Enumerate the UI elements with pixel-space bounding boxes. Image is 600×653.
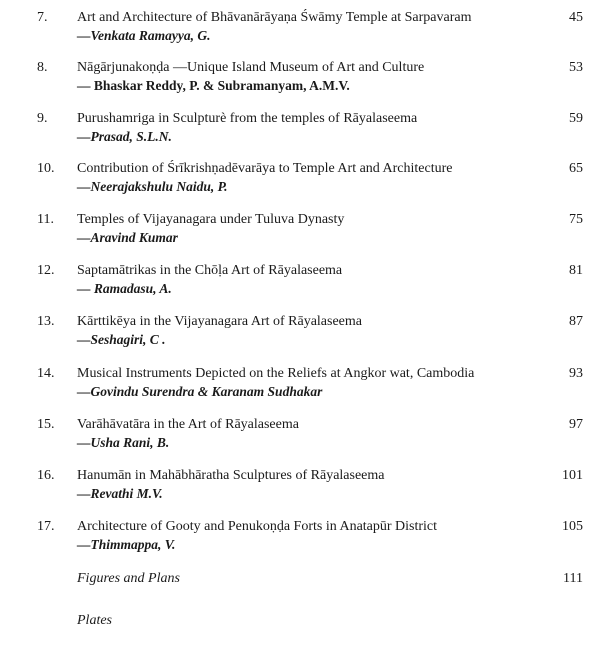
entry-page: 101 — [562, 468, 583, 483]
toc-entry — [0, 417, 600, 457]
entry-page: 81 — [569, 263, 583, 278]
entry-number: 17. — [37, 519, 55, 534]
entry-title: Saptamātrikas in the Chōḷa Art of Rāyalaseema — [77, 263, 343, 278]
entry-title: Architecture of Gooty and Penukoṇḍa Forts in Anatapūr District — [77, 519, 438, 534]
toc-entry — [0, 111, 600, 151]
entry-title: Kārttikēya in the Vijayanagara Art of Rāyalaseema — [77, 314, 363, 329]
entry-author: —Prasad, S.L.N. — [77, 129, 172, 144]
entry-title: Hanumān in Mahābhāratha Sculptures of Rāyalaseema — [77, 468, 385, 483]
entry-title: Contribution of Śrīkrishṇadēvarāya to Temple Art and Architecture — [77, 161, 453, 176]
entry-number: 9. — [37, 111, 48, 126]
entry-title: Art and Architecture of Bhāvanārāyaṇa Śwāmy Temple at Sarpavaram — [77, 10, 472, 25]
entry-number: 14. — [37, 366, 55, 381]
entry-page: 97 — [569, 417, 583, 432]
entry-number: 12. — [37, 263, 55, 278]
entry-author: —Neerajakshulu Naidu, P. — [77, 179, 228, 194]
entry-author: —Seshagiri, C . — [77, 332, 166, 347]
entry-title: Musical Instruments Depicted on the Reliefs at Angkor wat, Cambodia — [77, 366, 475, 381]
entry-title: Figures and Plans — [77, 571, 180, 586]
toc-entry — [0, 314, 600, 354]
entry-number: 15. — [37, 417, 55, 432]
entry-author: — Bhaskar Reddy, P. & Subramanyam, A.M.V. — [77, 78, 350, 93]
entry-title: Varāhāvatāra in the Art of Rāyalaseema — [77, 417, 299, 432]
entry-number: 16. — [37, 468, 55, 483]
entry-author: —Revathi M.V. — [77, 486, 163, 501]
toc-entry — [0, 519, 600, 559]
toc-entry — [0, 60, 600, 100]
entry-page: 75 — [569, 212, 583, 227]
entry-page: 53 — [569, 60, 583, 75]
entry-title: Nāgārjunakoṇḍa —Unique Island Museum of Art and Culture — [77, 60, 425, 75]
entry-number: 10. — [37, 161, 55, 176]
toc-entry — [0, 212, 600, 252]
entry-author: —Usha Rani, B. — [77, 435, 170, 450]
entry-page: 111 — [563, 571, 583, 586]
entry-author: —Venkata Ramayya, G. — [77, 28, 211, 43]
entry-page: 87 — [569, 314, 583, 329]
entry-title: Temples of Vijayanagara under Tuluva Dynasty — [77, 212, 345, 227]
entry-page: 105 — [562, 519, 583, 534]
entry-number: 8. — [37, 60, 48, 75]
toc-entry — [0, 161, 600, 201]
entry-number: 13. — [37, 314, 55, 329]
entry-author: —Aravind Kumar — [77, 230, 178, 245]
entry-number: 11. — [37, 212, 54, 227]
entry-title: Purushamriga in Sculpturè from the temples of Rāyalaseema — [77, 111, 418, 126]
entry-page: 45 — [569, 10, 583, 25]
toc-entry — [0, 366, 600, 406]
toc-figures-and-plans — [0, 571, 600, 611]
entry-page: 65 — [569, 161, 583, 176]
entry-author: —Thimmappa, V. — [77, 537, 176, 552]
toc-entry — [0, 263, 600, 303]
entry-title: Plates — [77, 613, 112, 628]
entry-author: —Govindu Surendra & Karanam Sudhakar — [77, 384, 323, 399]
entry-page: 93 — [569, 366, 583, 381]
entry-author: — Ramadasu, A. — [77, 281, 172, 296]
entry-page: 59 — [569, 111, 583, 126]
entry-number: 7. — [37, 10, 48, 25]
toc-entry — [0, 10, 600, 50]
toc-plates — [0, 613, 600, 653]
toc-entry — [0, 468, 600, 508]
